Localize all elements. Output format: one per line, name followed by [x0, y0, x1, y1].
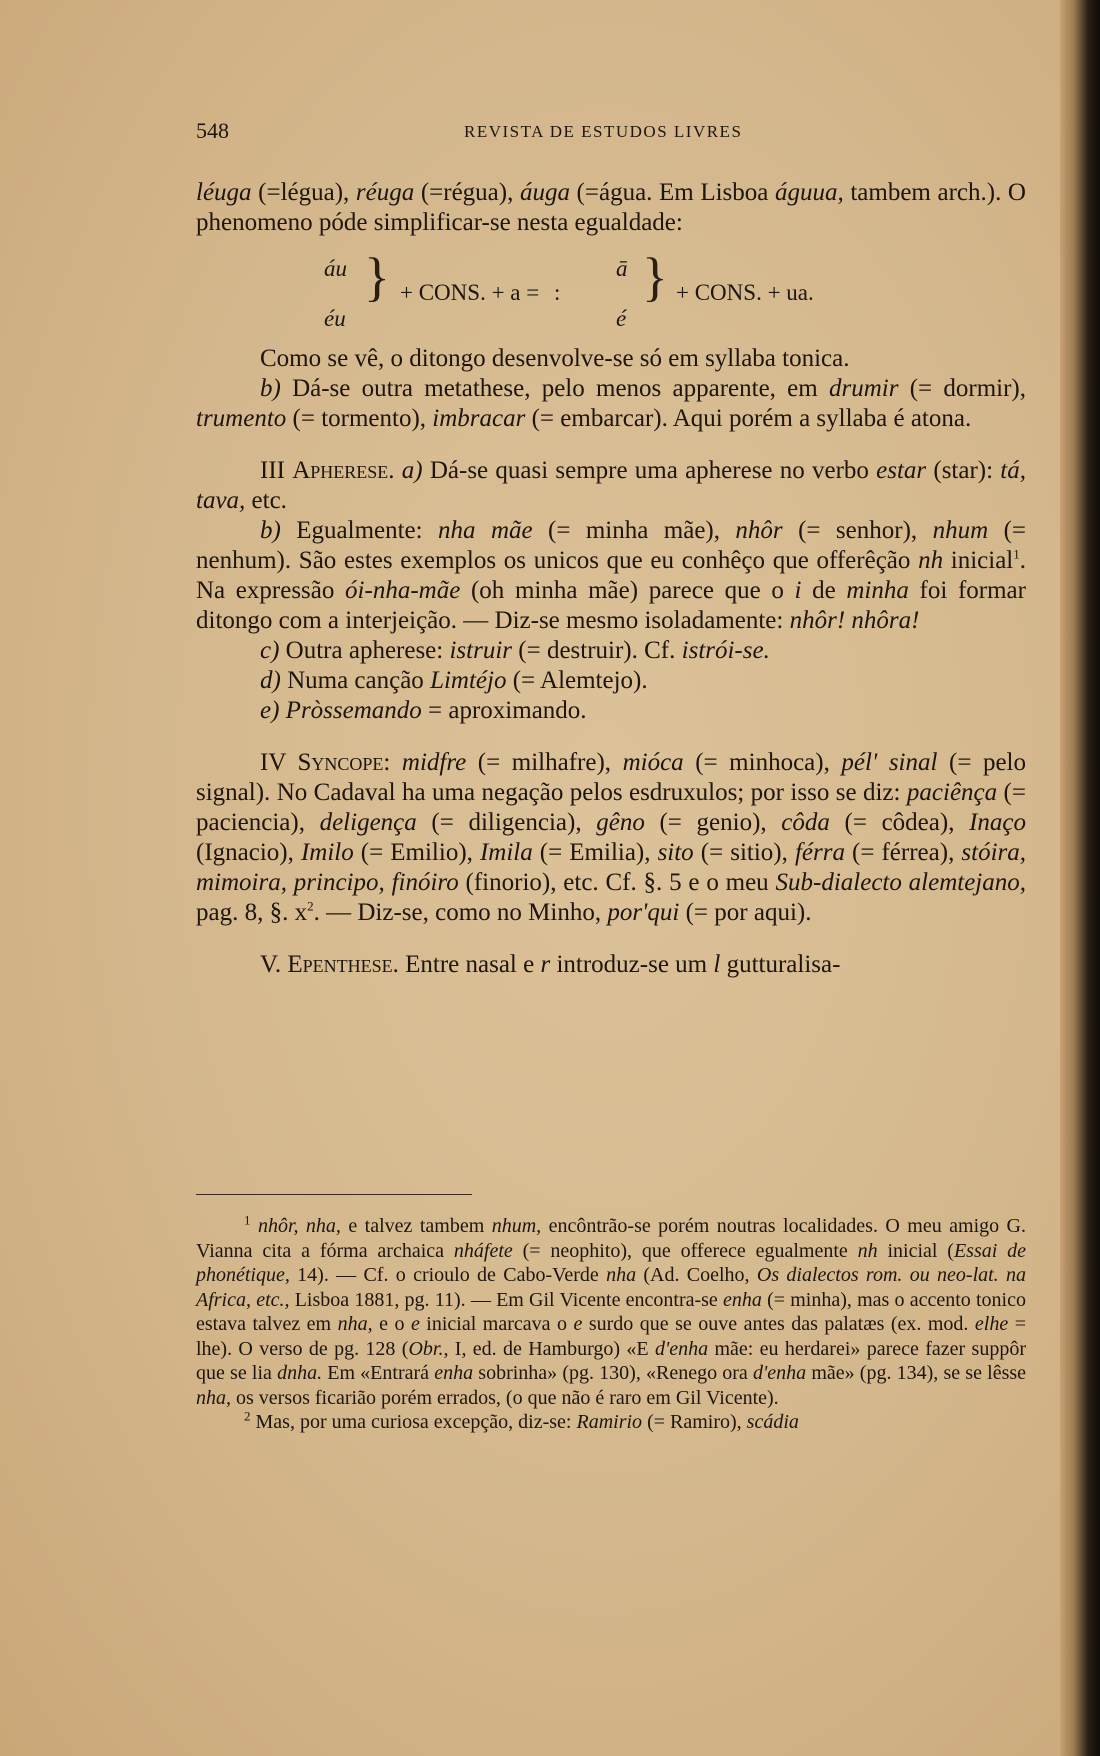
paragraph: léuga (=légua), réuga (=régua), áuga (=água. Em Lisboa águua, tambem arch.). O phenomeno póde simplificar-se nesta egualdade:	[196, 179, 1026, 236]
footnote-divider	[196, 1194, 472, 1195]
formula-expression: + CONS. + a =	[400, 280, 540, 305]
section-apherese: III Apherese. a) Dá-se quasi sempre uma apherese no verbo estar (star): tá, tava, etc.	[196, 457, 1026, 514]
paragraph: e) Pròssemando = aproximando.	[260, 697, 587, 724]
footnote-1: $^1$ nhôr, nha, e talvez tambem nhum, encôntrão-se porém noutras localidades. O meu amigo G. Vianna cita a fórma archaica nháfete (= neophito), que offerece egualmente nh inicial (Essai de phonétique, 14). — Cf. o crioulo de Cabo-Verde nha (Ad. Coelho, Os dialectos rom. ou neo-lat. na Africa, etc., Lisboa 1881, pg. 11). — Em Gil Vicente encontra-se enha (= minha), mas o accento tonico estava talvez em nha, e o e inicial marcava o e surdo que se ouve antes das palatæs (ex. mod. elhe = lhe). O verso de pg. 128 (Obr., I, ed. de Hamburgo) «E d'enha mãe: eu herdarei» parece fazer suppôr que se lia dnha. Em «Entrará enha sobrinha» (pg. 130), «Renego ora d'enha mãe» (pg. 134), se se lêsse nha, os versos ficarião porém errados, (o que não é raro em Gil Vicente).	[196, 1212, 1027, 1409]
footnote-mark: 2	[244, 1408, 251, 1424]
right-brace: }	[642, 247, 668, 307]
formula-term: é	[616, 306, 627, 331]
paragraph: b) Egualmente: nha mãe (= minha mãe), nhôr (= senhor), nhum (= nenhum). São estes exemplos os unicos que eu conhêço que offerêção nh inicial$^1$. Na expressão ói-nha-mãe (oh minha mãe) parece que o i de minha foi formar ditongo com a interjeição. — Diz-se mesmo isoladamente: nhôr! nhôra!	[196, 517, 1026, 634]
equation	[196, 240, 1026, 340]
formula-term: áu	[324, 256, 347, 281]
paragraph: c) Outra apherese: istruir (= destruir). Cf. istrói-se.	[260, 637, 770, 664]
formula-term: éu	[324, 306, 346, 331]
paragraph: d) Numa canção Limtéjo (= Alemtejo).	[260, 667, 648, 694]
section-heading: Apherese.	[292, 457, 395, 484]
paragraph: Como se vê, o ditongo desenvolve-se só em syllaba tonica.	[260, 345, 850, 372]
formula-term: ā	[616, 256, 628, 281]
body-text	[196, 178, 1026, 980]
footnote-2: $^2$ Mas, por uma curiosa excepção, diz-se: Ramirio (= Ramiro), scádia	[244, 1408, 799, 1433]
section-heading: Epenthese.	[287, 951, 399, 978]
formula-expression: + CONS. + ua.	[676, 280, 814, 305]
page-number: 548	[196, 118, 229, 143]
section-syncope: IV Syncope: midfre (= milhafre), mióca (= minhoca), pél' sinal (= pelo signal). No Cadaval ha uma negação pelos esdruxulos; por isso se diz: paciênça (= paciencia), deligença (= diligencia), gêno (= genio), côda (= côdea), Inaço (Ignacio), Imilo (= Emilio), Imila (= Emilia), sito (= sitio), férra (= férrea), stóira, mimoira, principo, finóiro (finorio), etc. Cf. §. 5 e o meu Sub-dialecto alemtejano, pag. 8, §. $x^2$. — Diz-se, como no Minho, por'qui (= por aqui).	[196, 749, 1027, 926]
book-spine-shadow	[1060, 0, 1100, 1756]
section-epenthese: V. Epenthese. Entre nasal e r introduz-se um l gutturalisa-	[260, 951, 841, 978]
footnote-mark: 1	[244, 1212, 251, 1228]
page-header	[196, 118, 1036, 148]
formula-dots: :	[554, 280, 561, 305]
left-brace: }	[364, 247, 390, 307]
section-heading: Syncope	[297, 749, 384, 776]
running-title: REVISTA DE ESTUDOS LIVRES	[464, 122, 743, 141]
footnote-ref: 1	[1013, 546, 1020, 562]
footnotes	[196, 1214, 1026, 1435]
paragraph: b) Dá-se outra metathese, pelo menos apparente, em drumir (= dormir), trumento (= tormento), imbracar (= embarcar). Aqui porém a syllaba é atona.	[196, 375, 1026, 432]
footnote-ref: 2	[307, 898, 314, 914]
